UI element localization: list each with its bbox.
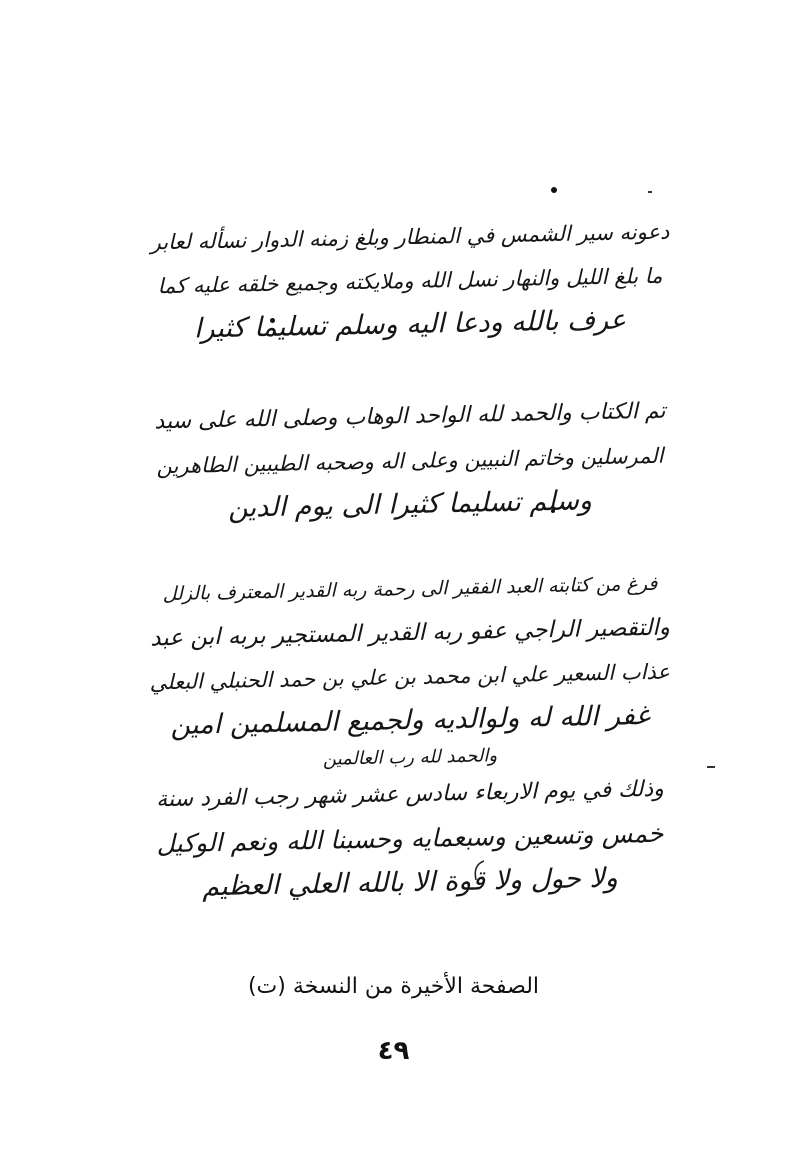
manuscript-line: غفر الله له ولوالديه ولجميع المسلمين امين <box>170 699 650 742</box>
manuscript-paragraph <box>150 395 670 527</box>
manuscript-line: وذلك في يوم الاربعاء سادس عشر شهر رجب الفرد سنة <box>155 776 664 813</box>
manuscript-line: دعونه سير الشمس في المنطار وبلغ زمنه الدوار نسأله لعابر <box>150 219 670 255</box>
manuscript-line: والحمد لله رب العالمين <box>322 745 498 770</box>
manuscript-line: عرف بالله ودعا اليه وسلم تسليما كثيرا <box>193 304 627 345</box>
manuscript-line: تم الكتاب والحمد لله الواحد الوهاب وصلى الله على سيد <box>154 398 666 435</box>
manuscript-line: ولا حول ولا قوة الا بالله العلي العظيم <box>201 862 619 903</box>
manuscript-line: المرسلين وخاتم النبيين وعلى اله وصحبه الطيبين الطاهرين <box>156 443 664 479</box>
figure-caption: الصفحة الأخيرة من النسخة (ت) <box>247 974 540 999</box>
manuscript-paragraph <box>150 567 670 905</box>
manuscript-line: وسلم تسليما كثيرا الى يوم الدين <box>227 485 593 524</box>
manuscript-line: خمس وتسعين وسبعمايه وحسبنا الله ونعم الوكيل <box>156 818 664 859</box>
manuscript-line: ما بلغ الليل والنهار نسل الله وملايكته وجميع خلقه عليه كما <box>157 263 663 299</box>
ink-mark <box>707 766 715 768</box>
manuscript-line: والتقصير الراجي عفو ربه القدير المستجير بربه ابن عبد <box>149 614 671 652</box>
manuscript-text <box>149 185 671 903</box>
manuscript-paragraph <box>150 215 670 347</box>
page-number: ٤٩ <box>377 1036 410 1066</box>
manuscript-line: عذاب السعير علي ابن محمد بن علي بن حمد الحنبلي البعلي <box>149 659 671 695</box>
manuscript-line: فرغ من كتابته العبد الفقير الى رحمة ربه القدير المعترف بالزلل <box>162 572 658 606</box>
